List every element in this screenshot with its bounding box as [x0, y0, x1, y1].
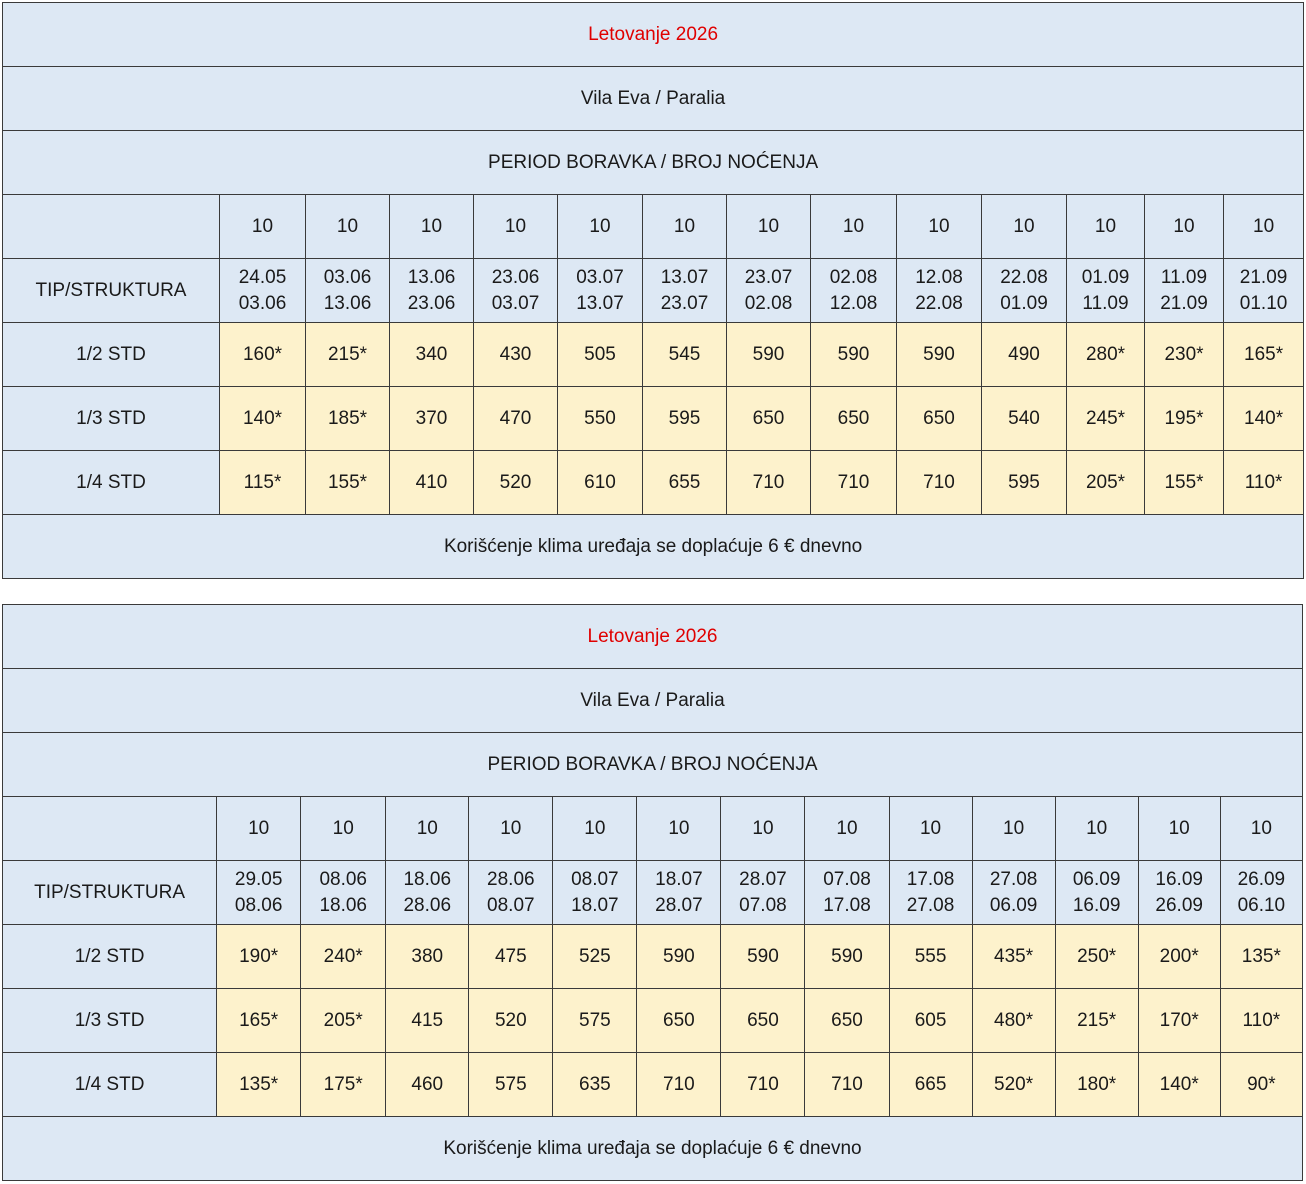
period-dates-cell [386, 861, 469, 925]
period-from: 02.08 [829, 266, 878, 288]
price-cell: 155* [1145, 451, 1224, 515]
nights-cell: 10 [1220, 797, 1302, 861]
room-type-label: 1/4 STD [3, 1053, 217, 1117]
nights-cell: 10 [643, 195, 727, 259]
period-to: 08.07 [487, 894, 535, 916]
price-cell: 205* [301, 989, 386, 1053]
price-row [3, 387, 1304, 451]
room-type-label: 1/2 STD [3, 925, 217, 989]
period-dates-cell [553, 861, 637, 925]
price-row [3, 1053, 1303, 1117]
villa-name: Vila Eva / Paralia [3, 67, 1304, 131]
room-type-label: 1/4 STD [3, 451, 220, 515]
period-dates-cell [220, 259, 306, 323]
note-row [3, 515, 1304, 579]
price-cell: 135* [1220, 925, 1302, 989]
price-cell: 215* [1055, 989, 1138, 1053]
price-cell: 650 [811, 387, 897, 451]
price-cell: 110* [1224, 451, 1304, 515]
nights-cell: 10 [390, 195, 474, 259]
period-from: 23.07 [744, 266, 793, 288]
period-from: 13.07 [660, 266, 709, 288]
price-cell: 215* [306, 323, 390, 387]
table-title: Letovanje 2026 [3, 3, 1304, 67]
ac-note: Korišćenje klima uređaja se doplaćuje 6 € dnevno [3, 515, 1304, 579]
period-from: 16.09 [1155, 868, 1203, 890]
price-cell: 165* [1224, 323, 1304, 387]
period-header: PERIOD BORAVKA / BROJ NOĆENJA [3, 131, 1304, 195]
price-cell: 520 [474, 451, 558, 515]
price-row [3, 451, 1304, 515]
period-from: 08.07 [571, 868, 619, 890]
price-cell: 710 [721, 1053, 805, 1117]
period-from: 06.09 [1072, 868, 1121, 890]
price-cell: 280* [1067, 323, 1145, 387]
note-row [3, 1117, 1303, 1181]
price-cell: 525 [553, 925, 637, 989]
table-title: Letovanje 2026 [3, 605, 1303, 669]
period-to: 16.09 [1072, 894, 1121, 916]
period-dates-cell [558, 259, 643, 323]
price-cell: 520* [972, 1053, 1055, 1117]
price-cell: 710 [811, 451, 897, 515]
price-row [3, 323, 1304, 387]
nights-cell: 10 [805, 797, 889, 861]
period-to: 01.09 [1000, 292, 1048, 314]
period-dates-cell [301, 861, 386, 925]
period-from: 23.06 [491, 266, 540, 288]
price-cell: 505 [558, 323, 643, 387]
period-to: 26.09 [1155, 894, 1203, 916]
price-cell: 140* [1224, 387, 1304, 451]
price-cell: 460 [386, 1053, 469, 1117]
period-to: 07.08 [739, 894, 787, 916]
price-row [3, 925, 1303, 989]
price-cell: 160* [220, 323, 306, 387]
period-dates-cell [982, 259, 1067, 323]
period-header: PERIOD BORAVKA / BROJ NOĆENJA [3, 733, 1303, 797]
period-header-row [3, 131, 1304, 195]
price-cell: 175* [301, 1053, 386, 1117]
period-to: 28.07 [655, 894, 703, 916]
title-row [3, 3, 1304, 67]
room-type-label: 1/2 STD [3, 323, 220, 387]
period-from: 22.08 [1000, 266, 1048, 288]
nights-cell: 10 [469, 797, 553, 861]
price-cell: 605 [889, 989, 972, 1053]
period-dates-cell [721, 861, 805, 925]
period-to: 27.08 [906, 894, 955, 916]
period-from: 08.06 [319, 868, 367, 890]
price-cell: 435* [972, 925, 1055, 989]
price-cell: 590 [727, 323, 811, 387]
price-cell: 245* [1067, 387, 1145, 451]
period-dates-cell [643, 259, 727, 323]
period-dates-cell [469, 861, 553, 925]
price-cell: 595 [982, 451, 1067, 515]
period-to: 12.08 [829, 292, 878, 314]
period-dates-cell [306, 259, 390, 323]
period-to: 03.07 [491, 292, 540, 314]
period-to: 08.06 [234, 894, 283, 916]
price-cell: 480* [972, 989, 1055, 1053]
period-from: 03.07 [576, 266, 624, 288]
nights-cell: 10 [386, 797, 469, 861]
nights-cell: 10 [1055, 797, 1138, 861]
price-cell: 470 [474, 387, 558, 451]
nights-cell: 10 [811, 195, 897, 259]
period-dates-cell [1224, 259, 1304, 323]
nights-cell: 10 [727, 195, 811, 259]
period-from: 13.06 [407, 266, 456, 288]
period-to: 18.07 [571, 894, 619, 916]
period-from: 03.06 [323, 266, 372, 288]
nights-cell: 10 [220, 195, 306, 259]
nights-row [3, 195, 1304, 259]
dates-row [3, 259, 1304, 323]
period-from: 21.09 [1239, 266, 1288, 288]
period-from: 12.08 [915, 266, 963, 288]
period-from: 07.08 [823, 868, 871, 890]
price-cell: 410 [390, 451, 474, 515]
period-to: 06.10 [1237, 894, 1286, 916]
type-header: TIP/STRUKTURA [3, 259, 220, 323]
nights-cell: 10 [1138, 797, 1220, 861]
price-cell: 650 [897, 387, 982, 451]
period-from: 29.05 [234, 868, 283, 890]
nights-cell: 10 [721, 797, 805, 861]
period-dates-cell [1220, 861, 1302, 925]
period-from: 27.08 [989, 868, 1038, 890]
price-cell: 115* [220, 451, 306, 515]
price-cell: 555 [889, 925, 972, 989]
nights-cell: 10 [1145, 195, 1224, 259]
price-cell: 140* [220, 387, 306, 451]
price-cell: 250* [1055, 925, 1138, 989]
period-to: 23.06 [407, 292, 456, 314]
nights-cell: 10 [637, 797, 721, 861]
price-cell: 710 [637, 1053, 721, 1117]
period-from: 18.06 [403, 868, 452, 890]
nights-cell: 10 [889, 797, 972, 861]
price-cell: 550 [558, 387, 643, 451]
price-cell: 180* [1055, 1053, 1138, 1117]
price-cell: 370 [390, 387, 474, 451]
price-cell: 590 [811, 323, 897, 387]
ac-note: Korišćenje klima uređaja se doplaćuje 6 € dnevno [3, 1117, 1303, 1181]
period-to: 13.07 [576, 292, 624, 314]
subtitle-row [3, 67, 1304, 131]
period-dates-cell [390, 259, 474, 323]
price-cell: 200* [1138, 925, 1220, 989]
period-dates-cell [1055, 861, 1138, 925]
period-to: 01.10 [1239, 292, 1288, 314]
price-cell: 155* [306, 451, 390, 515]
period-to: 22.08 [915, 292, 963, 314]
dates-row [3, 861, 1303, 925]
period-dates-cell [897, 259, 982, 323]
price-cell: 710 [897, 451, 982, 515]
price-cell: 610 [558, 451, 643, 515]
nights-cell: 10 [897, 195, 982, 259]
period-dates-cell [1067, 259, 1145, 323]
period-dates-cell [889, 861, 972, 925]
price-cell: 140* [1138, 1053, 1220, 1117]
period-from: 11.09 [1160, 266, 1208, 288]
period-to: 18.06 [319, 894, 367, 916]
nights-cell: 10 [306, 195, 390, 259]
nights-cell: 10 [1224, 195, 1304, 259]
price-cell: 590 [721, 925, 805, 989]
price-cell: 135* [217, 1053, 301, 1117]
price-cell: 710 [727, 451, 811, 515]
nights-cell: 10 [474, 195, 558, 259]
nights-cell: 10 [558, 195, 643, 259]
price-cell: 655 [643, 451, 727, 515]
period-dates-cell [217, 861, 301, 925]
nights-cell: 10 [972, 797, 1055, 861]
period-from: 26.09 [1237, 868, 1286, 890]
type-header: TIP/STRUKTURA [3, 861, 217, 925]
price-cell: 710 [805, 1053, 889, 1117]
price-cell: 540 [982, 387, 1067, 451]
price-cell: 650 [805, 989, 889, 1053]
period-to: 28.06 [403, 894, 452, 916]
price-cell: 650 [721, 989, 805, 1053]
price-table-2 [2, 604, 1303, 1181]
period-to: 23.07 [660, 292, 709, 314]
period-to: 11.09 [1082, 292, 1129, 314]
price-cell: 205* [1067, 451, 1145, 515]
period-from: 28.07 [739, 868, 787, 890]
price-cell: 240* [301, 925, 386, 989]
period-to: 03.06 [238, 292, 287, 314]
price-cell: 490 [982, 323, 1067, 387]
period-from: 24.05 [238, 266, 287, 288]
period-dates-cell [811, 259, 897, 323]
price-cell: 185* [306, 387, 390, 451]
period-dates-cell [972, 861, 1055, 925]
villa-name: Vila Eva / Paralia [3, 669, 1303, 733]
price-cell: 110* [1220, 989, 1302, 1053]
period-to: 06.09 [989, 894, 1038, 916]
corner-cell [3, 797, 217, 861]
price-cell: 340 [390, 323, 474, 387]
price-cell: 90* [1220, 1053, 1302, 1117]
period-from: 18.07 [655, 868, 703, 890]
price-cell: 575 [469, 1053, 553, 1117]
price-cell: 545 [643, 323, 727, 387]
price-cell: 520 [469, 989, 553, 1053]
price-cell: 430 [474, 323, 558, 387]
room-type-label: 1/3 STD [3, 989, 217, 1053]
price-cell: 635 [553, 1053, 637, 1117]
period-dates-cell [727, 259, 811, 323]
nights-cell: 10 [1067, 195, 1145, 259]
period-to: 17.08 [823, 894, 871, 916]
period-dates-cell [1138, 861, 1220, 925]
period-dates-cell [805, 861, 889, 925]
period-from: 28.06 [487, 868, 535, 890]
price-cell: 665 [889, 1053, 972, 1117]
price-row [3, 989, 1303, 1053]
period-header-row [3, 733, 1303, 797]
nights-cell: 10 [217, 797, 301, 861]
price-cell: 170* [1138, 989, 1220, 1053]
nights-cell: 10 [553, 797, 637, 861]
price-cell: 590 [637, 925, 721, 989]
nights-cell: 10 [982, 195, 1067, 259]
price-cell: 380 [386, 925, 469, 989]
price-cell: 575 [553, 989, 637, 1053]
price-cell: 415 [386, 989, 469, 1053]
price-cell: 230* [1145, 323, 1224, 387]
period-to: 21.09 [1160, 292, 1208, 314]
price-table-1 [2, 2, 1304, 579]
title-row [3, 605, 1303, 669]
period-to: 02.08 [744, 292, 793, 314]
corner-cell [3, 195, 220, 259]
price-cell: 595 [643, 387, 727, 451]
price-cell: 190* [217, 925, 301, 989]
price-cell: 590 [897, 323, 982, 387]
price-cell: 195* [1145, 387, 1224, 451]
nights-row [3, 797, 1303, 861]
period-from: 17.08 [906, 868, 955, 890]
price-cell: 165* [217, 989, 301, 1053]
period-dates-cell [474, 259, 558, 323]
nights-cell: 10 [301, 797, 386, 861]
period-dates-cell [637, 861, 721, 925]
room-type-label: 1/3 STD [3, 387, 220, 451]
price-cell: 475 [469, 925, 553, 989]
period-to: 13.06 [323, 292, 372, 314]
period-dates-cell [1145, 259, 1224, 323]
price-cell: 650 [727, 387, 811, 451]
period-from: 01.09 [1081, 266, 1130, 288]
price-cell: 590 [805, 925, 889, 989]
price-cell: 650 [637, 989, 721, 1053]
subtitle-row [3, 669, 1303, 733]
